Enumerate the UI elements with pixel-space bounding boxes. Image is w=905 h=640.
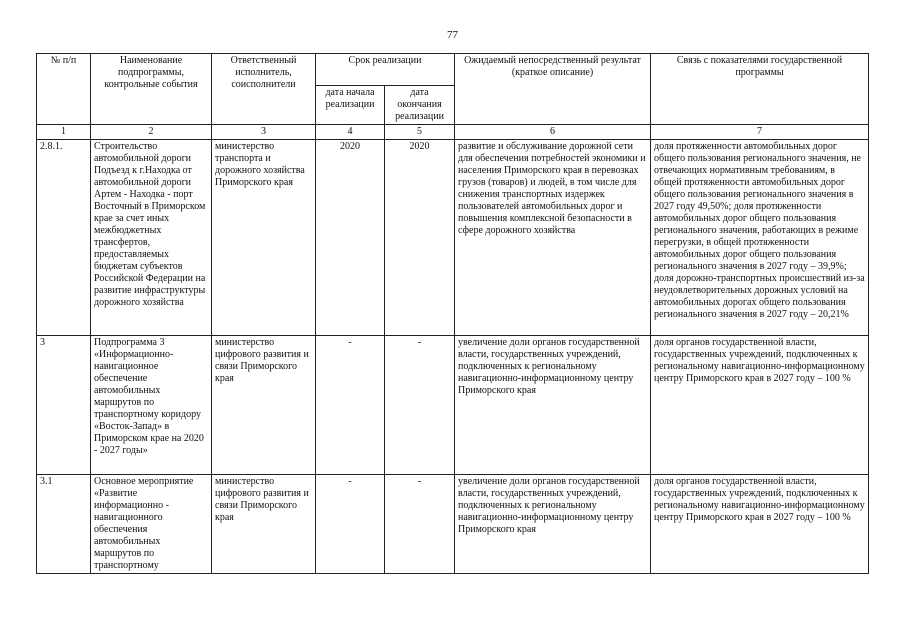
column-number: 6 — [455, 125, 651, 140]
column-number: 2 — [91, 125, 212, 140]
row-start-date: 2020 — [316, 140, 385, 336]
row-executor: министерство цифрового развития и связи Приморского края — [212, 475, 316, 574]
header-col-end: дата окончания реализации — [385, 86, 455, 125]
table-row — [37, 475, 869, 574]
header-col-executor: Ответственный исполнитель, соисполнители — [212, 54, 316, 125]
row-executor: министерство цифрового развития и связи Приморского края — [212, 336, 316, 475]
row-name: Подпрограмма 3 «Информационно-навигационное обеспечение автомобильных маршрутов по транспортному коридору «Восток-Запад» в Приморском крае на 2020 - 2027 годы» — [91, 336, 212, 475]
column-number: 3 — [212, 125, 316, 140]
row-result: увеличение доли органов государственной власти, государственных учреждений, подключенных к региональному навигационно-информационному центру Приморского края — [455, 475, 651, 574]
column-number: 4 — [316, 125, 385, 140]
table-row — [37, 140, 869, 336]
header-col-result: Ожидаемый непосредственный результат (краткое описание) — [455, 54, 651, 125]
row-end-date: 2020 — [385, 140, 455, 336]
table-row — [37, 336, 869, 475]
program-table — [36, 53, 869, 574]
header-row-1 — [37, 54, 869, 86]
column-number-row — [37, 125, 869, 140]
row-name: Строительство автомобильной дороги Подъезд к г.Находка от автомобильной дороги Артем - Находка - порт Восточный в Приморском крае за счет иных межбюджетных трансфертов, предоставляемых бюджетам субъектов Российской Федерации на развитие инфраструктуры дорожного хозяйства — [91, 140, 212, 336]
column-number: 1 — [37, 125, 91, 140]
header-col-start: дата начала реализации — [316, 86, 385, 125]
row-end-date: - — [385, 336, 455, 475]
row-start-date: - — [316, 475, 385, 574]
row-result: увеличение доли органов государственной власти, государственных учреждений, подключенных к региональному навигационно-информационному центру Приморского края — [455, 336, 651, 475]
column-number: 5 — [385, 125, 455, 140]
row-indicator-link: доля протяженности автомобильных дорог общего пользования регионального значения, не отвечающих нормативным требованиям, в общей протяженности автомобильных дорог общего пользования регионального значения в 2027 году 49,50%; доля протяженности автомобильных дорог общего пользования регионального значения, работающих в режиме перегрузки, в общей протяженности автомобильных дорог общего пользования регионального значения в 2027 году – 39,9%; доля дорожно-транспортных происшествий из-за неудовлетворительных дорожных условий на автомобильных дорогах общего пользования регионального значения в 2027 году – 20,21% — [651, 140, 869, 336]
column-number: 7 — [651, 125, 869, 140]
row-number: 3 — [37, 336, 91, 475]
row-number: 2.8.1. — [37, 140, 91, 336]
header-col-num: № п/п — [37, 54, 91, 125]
page-number: 77 — [447, 29, 458, 41]
row-indicator-link: доля органов государственной власти, государственных учреждений, подключенных к региональному навигационно-информационному центру Приморского края в 2027 году – 100 % — [651, 336, 869, 475]
row-result: развитие и обслуживание дорожной сети для обеспечения потребностей экономики и населения Приморского края в перевозках грузов (товаров) и людей, в том числе для снижения транспортных издержек пользователей автомобильных дорог и повышения комплексной безопасности в сфере дорожного хозяйства — [455, 140, 651, 336]
row-executor: министерство транспорта и дорожного хозяйства Приморского края — [212, 140, 316, 336]
row-end-date: - — [385, 475, 455, 574]
header-col-period: Срок реализации — [316, 54, 455, 86]
row-name: Основное мероприятие «Развитие информационно - навигационного обеспечения автомобильных маршрутов по транспортному — [91, 475, 212, 574]
row-indicator-link: доля органов государственной власти, государственных учреждений, подключенных к региональному навигационно-информационному центру Приморского края в 2027 году – 100 % — [651, 475, 869, 574]
row-number: 3.1 — [37, 475, 91, 574]
header-col-name: Наименование подпрограммы, контрольные события — [91, 54, 212, 125]
row-start-date: - — [316, 336, 385, 475]
header-col-link: Связь с показателями государственной программы — [651, 54, 869, 125]
